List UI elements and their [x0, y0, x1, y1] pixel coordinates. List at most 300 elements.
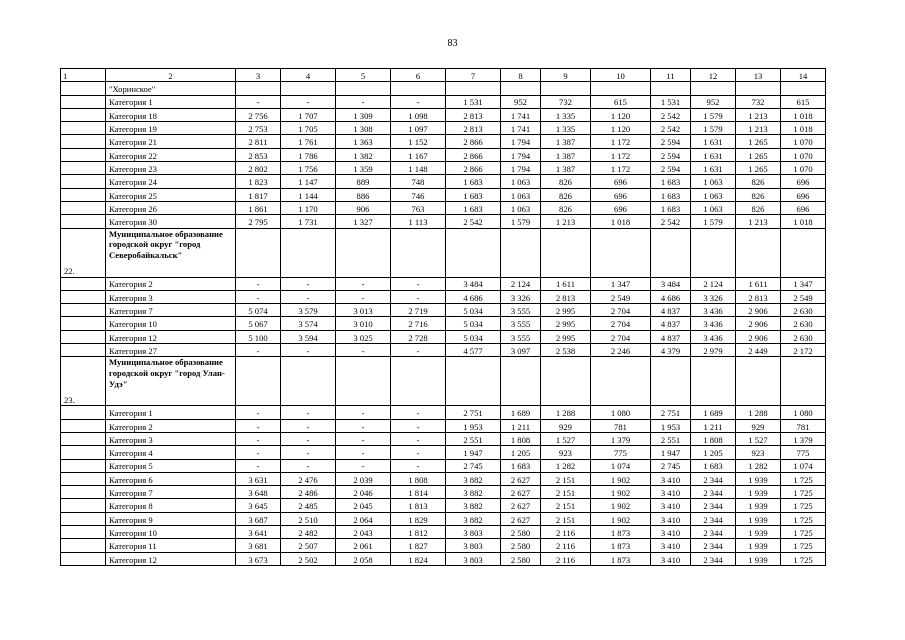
value-cell: 2 995 — [541, 317, 591, 330]
value-cell: 4 686 — [446, 290, 501, 303]
value-cell: 2 502 — [281, 552, 336, 565]
value-cell: 886 — [336, 188, 391, 201]
category-name: Категория 8 — [106, 499, 236, 512]
table-row — [61, 512, 826, 525]
value-cell: 2 124 — [691, 277, 736, 290]
value-cell: 3 436 — [691, 330, 736, 343]
row-index — [61, 552, 106, 565]
value-cell: 1 953 — [651, 419, 691, 432]
value-cell: 1 335 — [541, 108, 591, 121]
value-cell: 2 045 — [336, 499, 391, 512]
value-cell: 1 327 — [336, 215, 391, 228]
value-cell: 763 — [391, 201, 446, 214]
category-name: Категория 21 — [106, 135, 236, 148]
value-cell: 1 873 — [591, 539, 651, 552]
value-cell: 1 347 — [781, 277, 826, 290]
value-cell: 2 719 — [391, 304, 446, 317]
value-cell: 2 542 — [446, 215, 501, 228]
value-cell: - — [336, 344, 391, 357]
value-cell: 1 379 — [781, 432, 826, 445]
value-cell: 1 808 — [391, 472, 446, 485]
value-cell: 1 063 — [501, 201, 541, 214]
value-cell: 3 410 — [651, 472, 691, 485]
value-cell: 1 018 — [591, 215, 651, 228]
value-cell: 1 211 — [501, 419, 541, 432]
value-cell: 1 823 — [236, 175, 281, 188]
table-row — [61, 188, 826, 201]
value-cell: 923 — [736, 446, 781, 459]
value-cell: 1 808 — [691, 432, 736, 445]
empty-cell — [446, 228, 501, 277]
value-cell: 1 080 — [781, 406, 826, 419]
row-index — [61, 188, 106, 201]
value-cell: 2 811 — [236, 135, 281, 148]
value-cell: 2 058 — [336, 552, 391, 565]
value-cell: - — [336, 277, 391, 290]
value-cell: 2 866 — [446, 162, 501, 175]
value-cell: 1 829 — [391, 512, 446, 525]
value-cell: 2 795 — [236, 215, 281, 228]
value-cell: 1 579 — [501, 215, 541, 228]
value-cell: 2 039 — [336, 472, 391, 485]
value-cell: 3 882 — [446, 486, 501, 499]
value-cell: 3 555 — [501, 317, 541, 330]
value-cell: 3 803 — [446, 539, 501, 552]
value-cell: 2 344 — [691, 526, 736, 539]
table-row — [61, 419, 826, 432]
value-cell: 1 531 — [651, 95, 691, 108]
empty-cell — [501, 228, 541, 277]
value-cell: 3 484 — [446, 277, 501, 290]
value-cell: 1 683 — [446, 175, 501, 188]
value-cell: - — [281, 432, 336, 445]
value-cell: 2 344 — [691, 552, 736, 565]
table-row — [61, 122, 826, 135]
table-row — [61, 162, 826, 175]
value-cell: 746 — [391, 188, 446, 201]
value-cell: 1 873 — [591, 526, 651, 539]
value-cell: - — [281, 290, 336, 303]
category-name: Категория 26 — [106, 201, 236, 214]
value-cell: 1 205 — [691, 446, 736, 459]
value-cell: 2 551 — [651, 432, 691, 445]
value-cell: 1 172 — [591, 148, 651, 161]
value-cell: 4 837 — [651, 304, 691, 317]
value-cell: 3 410 — [651, 499, 691, 512]
value-cell: 2 866 — [446, 135, 501, 148]
value-cell: 906 — [336, 201, 391, 214]
section-name: Муниципальное образование городской округ "город Северобайкальск" — [106, 228, 236, 277]
category-name: Категория 1 — [106, 95, 236, 108]
category-name: Категория 22 — [106, 148, 236, 161]
value-cell: 1 379 — [591, 432, 651, 445]
value-cell: 1 579 — [691, 108, 736, 121]
value-cell: 1 683 — [651, 201, 691, 214]
value-cell: 1 725 — [781, 486, 826, 499]
value-cell: 3 803 — [446, 552, 501, 565]
value-cell: 3 687 — [236, 512, 281, 525]
value-cell: 1 097 — [391, 122, 446, 135]
row-index — [61, 486, 106, 499]
value-cell: - — [281, 95, 336, 108]
value-cell: 2 449 — [736, 344, 781, 357]
value-cell: 696 — [781, 188, 826, 201]
value-cell: 781 — [591, 419, 651, 432]
category-name: Категория 1 — [106, 406, 236, 419]
value-cell: 1 308 — [336, 122, 391, 135]
empty-cell — [281, 228, 336, 277]
value-cell: 1 265 — [736, 148, 781, 161]
value-cell: 2 745 — [446, 459, 501, 472]
value-cell: 2 753 — [236, 122, 281, 135]
category-name: Категория 12 — [106, 330, 236, 343]
category-name: Категория 18 — [106, 108, 236, 121]
table-row — [61, 135, 826, 148]
value-cell: 2 728 — [391, 330, 446, 343]
section-name: "Хоринское" — [106, 82, 236, 95]
empty-cell — [691, 357, 736, 406]
value-cell: 1 794 — [501, 162, 541, 175]
row-index — [61, 459, 106, 472]
value-cell: 1 683 — [651, 175, 691, 188]
table-row — [61, 486, 826, 499]
value-cell: 2 510 — [281, 512, 336, 525]
value-cell: 1 382 — [336, 148, 391, 161]
value-cell: - — [336, 95, 391, 108]
value-cell: 1 761 — [281, 135, 336, 148]
value-cell: 2 704 — [591, 304, 651, 317]
value-cell: 1 527 — [541, 432, 591, 445]
value-cell: - — [281, 406, 336, 419]
value-cell: - — [336, 432, 391, 445]
value-cell: 1 018 — [781, 215, 826, 228]
value-cell: 3 641 — [236, 526, 281, 539]
column-number: 8 — [501, 69, 541, 82]
value-cell: - — [336, 406, 391, 419]
value-cell: 929 — [541, 419, 591, 432]
empty-cell — [336, 228, 391, 277]
value-cell: 1 939 — [736, 526, 781, 539]
value-cell: 3 436 — [691, 317, 736, 330]
column-number: 10 — [591, 69, 651, 82]
value-cell: 1 786 — [281, 148, 336, 161]
value-cell: 3 326 — [501, 290, 541, 303]
value-cell: 2 151 — [541, 486, 591, 499]
value-cell: - — [236, 290, 281, 303]
value-cell: 1 265 — [736, 162, 781, 175]
value-cell: 3 594 — [281, 330, 336, 343]
value-cell: 3 013 — [336, 304, 391, 317]
value-cell: - — [391, 406, 446, 419]
value-cell: 1 579 — [691, 122, 736, 135]
category-name: Категория 7 — [106, 304, 236, 317]
row-index — [61, 330, 106, 343]
empty-cell — [391, 228, 446, 277]
row-index — [61, 512, 106, 525]
value-cell: 1 902 — [591, 472, 651, 485]
value-cell: - — [236, 432, 281, 445]
value-cell: 2 745 — [651, 459, 691, 472]
value-cell: 1 113 — [391, 215, 446, 228]
value-cell: 1 070 — [781, 162, 826, 175]
value-cell: 952 — [691, 95, 736, 108]
value-cell: 1 939 — [736, 512, 781, 525]
value-cell: 1 814 — [391, 486, 446, 499]
value-cell: 1 939 — [736, 486, 781, 499]
empty-cell — [391, 82, 446, 95]
value-cell: 2 627 — [501, 499, 541, 512]
value-cell: - — [391, 459, 446, 472]
value-cell: - — [281, 344, 336, 357]
row-index — [61, 304, 106, 317]
category-name: Категория 2 — [106, 419, 236, 432]
empty-cell — [591, 228, 651, 277]
row-index: 22. — [61, 228, 106, 277]
value-cell: 2 906 — [736, 330, 781, 343]
value-cell: 826 — [736, 188, 781, 201]
value-cell: 732 — [541, 95, 591, 108]
value-cell: 5 034 — [446, 317, 501, 330]
value-cell: 1 705 — [281, 122, 336, 135]
value-cell: 2 542 — [651, 122, 691, 135]
value-cell: 696 — [781, 201, 826, 214]
value-cell: 2 344 — [691, 499, 736, 512]
value-cell: 1 725 — [781, 539, 826, 552]
value-cell: 1 144 — [281, 188, 336, 201]
column-number: 11 — [651, 69, 691, 82]
value-cell: 2 246 — [591, 344, 651, 357]
value-cell: 1 213 — [736, 108, 781, 121]
row-index — [61, 82, 106, 95]
value-cell: 1 683 — [501, 459, 541, 472]
value-cell: 3 681 — [236, 539, 281, 552]
category-name: Категория 23 — [106, 162, 236, 175]
row-index — [61, 526, 106, 539]
value-cell: 1 741 — [501, 108, 541, 121]
value-cell: 2 507 — [281, 539, 336, 552]
value-cell: - — [336, 459, 391, 472]
value-cell: 889 — [336, 175, 391, 188]
value-cell: 1 631 — [691, 148, 736, 161]
value-cell: - — [391, 277, 446, 290]
value-cell: 2 979 — [691, 344, 736, 357]
value-cell: 2 627 — [501, 512, 541, 525]
value-cell: 2 046 — [336, 486, 391, 499]
value-cell: 3 097 — [501, 344, 541, 357]
value-cell: - — [236, 459, 281, 472]
value-cell: 2 906 — [736, 317, 781, 330]
value-cell: 2 813 — [446, 122, 501, 135]
value-cell: 2 043 — [336, 526, 391, 539]
table-row — [61, 95, 826, 108]
row-index — [61, 201, 106, 214]
value-cell: 2 061 — [336, 539, 391, 552]
value-cell: 1 148 — [391, 162, 446, 175]
table-row — [61, 304, 826, 317]
value-cell: 775 — [591, 446, 651, 459]
category-name: Категория 19 — [106, 122, 236, 135]
value-cell: 4 577 — [446, 344, 501, 357]
value-cell: 3 010 — [336, 317, 391, 330]
category-name: Категория 3 — [106, 432, 236, 445]
page-number: 83 — [447, 38, 458, 49]
empty-cell — [651, 228, 691, 277]
empty-cell — [501, 82, 541, 95]
row-index — [61, 95, 106, 108]
value-cell: 3 882 — [446, 499, 501, 512]
value-cell: 1 808 — [501, 432, 541, 445]
value-cell: 3 648 — [236, 486, 281, 499]
empty-cell — [541, 228, 591, 277]
value-cell: 2 813 — [736, 290, 781, 303]
value-cell: 4 837 — [651, 330, 691, 343]
value-cell: 3 326 — [691, 290, 736, 303]
value-cell: 5 074 — [236, 304, 281, 317]
value-cell: 1 359 — [336, 162, 391, 175]
table-row — [61, 432, 826, 445]
empty-cell — [236, 357, 281, 406]
value-cell: 2 594 — [651, 148, 691, 161]
value-cell: 2 542 — [651, 215, 691, 228]
value-cell: 1 611 — [736, 277, 781, 290]
value-cell: 1 172 — [591, 162, 651, 175]
value-cell: 826 — [541, 201, 591, 214]
column-number: 3 — [236, 69, 281, 82]
category-name: Категория 27 — [106, 344, 236, 357]
value-cell: 826 — [736, 201, 781, 214]
value-cell: 1 756 — [281, 162, 336, 175]
table-row — [61, 317, 826, 330]
value-cell: 1 902 — [591, 486, 651, 499]
table-row — [61, 175, 826, 188]
value-cell: 1 725 — [781, 512, 826, 525]
column-number: 13 — [736, 69, 781, 82]
row-index — [61, 499, 106, 512]
value-cell: 1 172 — [591, 135, 651, 148]
row-index — [61, 215, 106, 228]
value-cell: 5 034 — [446, 304, 501, 317]
value-cell: 2 151 — [541, 512, 591, 525]
value-cell: 1 531 — [446, 95, 501, 108]
empty-cell — [281, 357, 336, 406]
value-cell: 1 080 — [591, 406, 651, 419]
value-cell: 2 542 — [651, 108, 691, 121]
value-cell: 5 034 — [446, 330, 501, 343]
value-cell: 1 070 — [781, 135, 826, 148]
value-cell: 1 939 — [736, 552, 781, 565]
table-row — [61, 406, 826, 419]
column-number: 1 — [61, 69, 106, 82]
row-index — [61, 446, 106, 459]
value-cell: 732 — [736, 95, 781, 108]
empty-cell — [541, 357, 591, 406]
value-cell: 1 387 — [541, 162, 591, 175]
value-cell: 3 410 — [651, 512, 691, 525]
value-cell: 2 802 — [236, 162, 281, 175]
value-cell: 1 683 — [691, 459, 736, 472]
row-index — [61, 472, 106, 485]
empty-cell — [281, 82, 336, 95]
value-cell: - — [236, 446, 281, 459]
value-cell: - — [281, 446, 336, 459]
category-name: Категория 30 — [106, 215, 236, 228]
column-number: 2 — [106, 69, 236, 82]
empty-cell — [781, 228, 826, 277]
value-cell: - — [236, 406, 281, 419]
value-cell: 1 265 — [736, 135, 781, 148]
value-cell: 3 882 — [446, 512, 501, 525]
value-cell: 1 939 — [736, 539, 781, 552]
value-cell: 2 485 — [281, 499, 336, 512]
value-cell: 696 — [591, 188, 651, 201]
row-index — [61, 148, 106, 161]
column-number-row — [61, 69, 826, 82]
value-cell: 2 704 — [591, 330, 651, 343]
empty-cell — [446, 82, 501, 95]
value-cell: 3 436 — [691, 304, 736, 317]
value-cell: 3 645 — [236, 499, 281, 512]
tariff-table — [60, 68, 826, 566]
column-number: 12 — [691, 69, 736, 82]
value-cell: 2 594 — [651, 135, 691, 148]
category-name: Категория 4 — [106, 446, 236, 459]
empty-cell — [336, 82, 391, 95]
empty-cell — [236, 82, 281, 95]
value-cell: 1 725 — [781, 552, 826, 565]
value-cell: 4 379 — [651, 344, 691, 357]
value-cell: - — [391, 432, 446, 445]
value-cell: 1 953 — [446, 419, 501, 432]
value-cell: 2 630 — [781, 330, 826, 343]
table-row — [61, 201, 826, 214]
value-cell: 1 902 — [591, 499, 651, 512]
value-cell: - — [391, 290, 446, 303]
value-cell: 923 — [541, 446, 591, 459]
value-cell: 1 902 — [591, 512, 651, 525]
table-row — [61, 215, 826, 228]
value-cell: 1 939 — [736, 499, 781, 512]
value-cell: 2 995 — [541, 330, 591, 343]
value-cell: - — [236, 419, 281, 432]
value-cell: 2 116 — [541, 552, 591, 565]
value-cell: 1 288 — [541, 406, 591, 419]
value-cell: 2 482 — [281, 526, 336, 539]
value-cell: 1 074 — [781, 459, 826, 472]
row-index — [61, 135, 106, 148]
value-cell: 1 211 — [691, 419, 736, 432]
value-cell: 1 282 — [736, 459, 781, 472]
empty-cell — [591, 82, 651, 95]
value-cell: 3 803 — [446, 526, 501, 539]
value-cell: 826 — [541, 175, 591, 188]
value-cell: 1 725 — [781, 526, 826, 539]
value-cell: 1 213 — [541, 215, 591, 228]
value-cell: 1 063 — [691, 201, 736, 214]
category-name: Категория 12 — [106, 552, 236, 565]
value-cell: 1 824 — [391, 552, 446, 565]
value-cell: 2 580 — [501, 539, 541, 552]
row-index — [61, 175, 106, 188]
row-index — [61, 108, 106, 121]
row-index — [61, 162, 106, 175]
value-cell: 2 627 — [501, 472, 541, 485]
value-cell: 2 756 — [236, 108, 281, 121]
value-cell: 3 410 — [651, 552, 691, 565]
value-cell: 2 630 — [781, 304, 826, 317]
value-cell: 1 120 — [591, 122, 651, 135]
value-cell: 2 906 — [736, 304, 781, 317]
empty-cell — [336, 357, 391, 406]
